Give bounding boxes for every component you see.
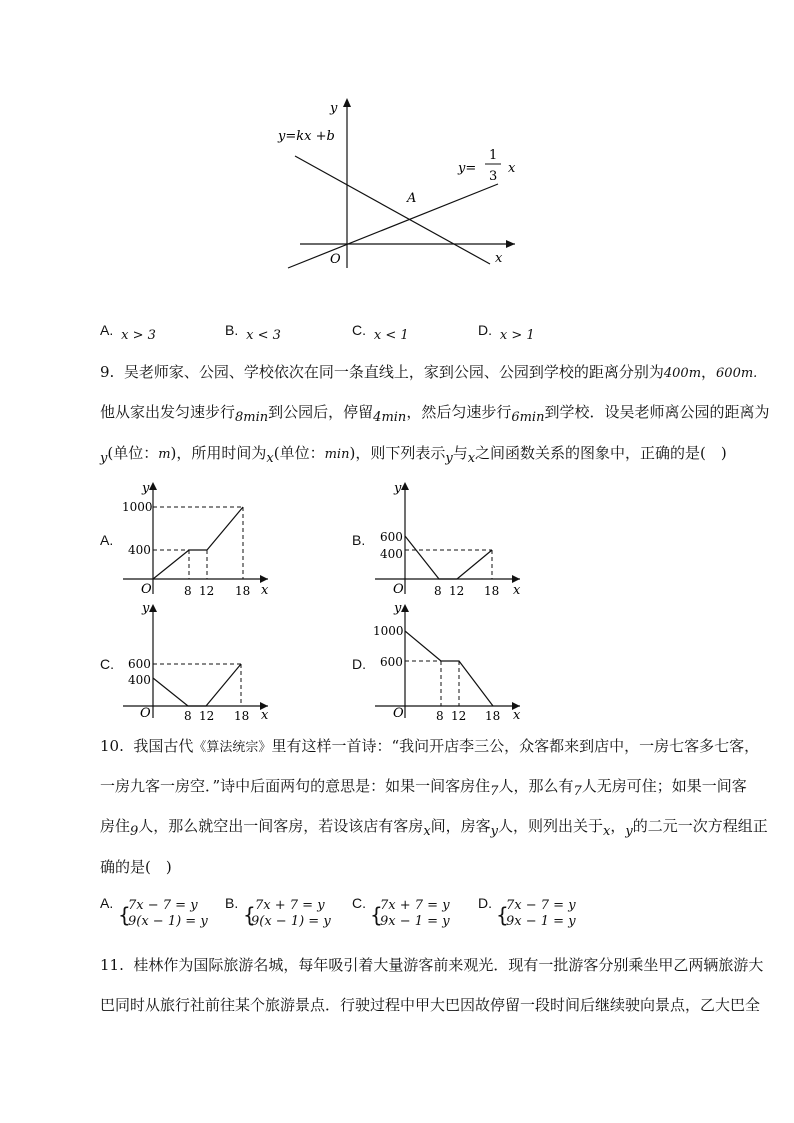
svg-text:600: 600 <box>128 657 151 671</box>
q9-option-b-letter[interactable]: B. <box>352 532 366 548</box>
q8-graph <box>270 90 540 280</box>
q9-b-curve <box>405 536 492 579</box>
svg-text:600: 600 <box>380 530 403 544</box>
q8-line2-num: 1 <box>489 148 498 163</box>
q8-x-label: x <box>495 251 503 266</box>
q8-line2-label-pre: y= <box>458 161 477 176</box>
svg-text:y: y <box>394 601 402 616</box>
q9-option-a-letter[interactable]: A. <box>100 532 114 548</box>
q8-line2-den: 3 <box>489 169 498 184</box>
q8-point-a: A <box>407 191 417 206</box>
svg-text:12: 12 <box>451 709 467 723</box>
q9-option-c-letter[interactable]: C. <box>100 656 114 672</box>
q10-line-1: 10. 我国古代《算法统宗》里有这样一首诗：“我问开店李三公，众客都来到店中，一房七客多七客， <box>100 737 760 755</box>
q9-line-3: y(单位：m)，所用时间为x(单位：min)，则下列表示y与x之间函数关系的图象中，正确的是( ) <box>100 444 727 466</box>
svg-text:400: 400 <box>128 543 151 557</box>
q9-line-1: 9. 吴老师家、公园、学校依次在同一条直线上，家到公园、公园到学校的距离分别为400m，600m. <box>100 363 758 381</box>
svg-text:400: 400 <box>128 673 151 687</box>
svg-text:18: 18 <box>235 584 251 598</box>
svg-text:400: 400 <box>380 547 403 561</box>
q10-line-4: 确的是( ) <box>100 858 172 876</box>
svg-text:y: y <box>142 601 150 616</box>
svg-text:x: x <box>261 708 269 723</box>
q8-x-arrow <box>506 240 515 248</box>
svg-text:x: x <box>261 583 269 598</box>
q8-y-label: y <box>330 101 338 116</box>
q8-option-a[interactable]: A. x > 3 <box>100 322 156 343</box>
q8-line2-var: x <box>508 161 516 176</box>
svg-text:x: x <box>513 583 521 598</box>
svg-text:x: x <box>513 708 521 723</box>
svg-text:8: 8 <box>184 709 192 723</box>
q9-graph-d[interactable] <box>370 598 530 723</box>
q10-option-a[interactable]: A. { 7x − 7 = y 9(x − 1) = y <box>100 895 208 929</box>
q9-graph-c[interactable] <box>118 598 278 723</box>
q10-option-c[interactable]: C. { 7x + 7 = y 9x − 1 = y <box>352 895 450 929</box>
svg-text:18: 18 <box>484 584 500 598</box>
svg-text:600: 600 <box>380 655 403 669</box>
q8-y-arrow <box>343 98 351 107</box>
svg-text:18: 18 <box>234 709 250 723</box>
q9-a-curve <box>153 507 243 579</box>
q9-graph-a[interactable] <box>118 474 278 599</box>
q8-line1-label: y=kx +b <box>278 129 335 144</box>
q9-line-2: 他从家出发匀速步行8min到公园后，停留4min，然后匀速步行6min到学校．设吴老师离公园的距离为 <box>100 403 770 425</box>
q11-line-2: 巴同时从旅行社前往某个旅游景点．行驶过程中甲大巴因故停留一段时间后继续驶向景点，乙大巴全 <box>100 996 761 1014</box>
svg-text:1000: 1000 <box>373 624 404 638</box>
svg-text:12: 12 <box>199 584 215 598</box>
svg-text:y: y <box>394 481 402 496</box>
q9-c-curve <box>153 664 241 706</box>
svg-text:12: 12 <box>199 709 215 723</box>
q8-option-b[interactable]: B. x < 3 <box>225 322 281 343</box>
svg-text:O: O <box>140 706 151 721</box>
svg-text:12: 12 <box>449 584 465 598</box>
q10-option-d[interactable]: D. { 7x − 7 = y 9x − 1 = y <box>478 895 576 929</box>
svg-text:O: O <box>141 582 152 597</box>
svg-text:y: y <box>142 481 150 496</box>
q10-option-b[interactable]: B. { 7x + 7 = y 9(x − 1) = y <box>225 895 331 929</box>
svg-text:18: 18 <box>485 709 501 723</box>
q9-graph-b[interactable] <box>370 474 530 599</box>
svg-text:8: 8 <box>184 584 192 598</box>
svg-text:8: 8 <box>436 709 444 723</box>
q8-origin-label: O <box>330 252 341 267</box>
q11-line-1: 11. 桂林作为国际旅游名城，每年吸引着大量游客前来观光．现有一批游客分别乘坐甲乙两辆旅游大 <box>100 956 764 974</box>
svg-text:O: O <box>393 582 404 597</box>
q8-option-d[interactable]: D. x > 1 <box>478 322 535 343</box>
q8-line-third-x <box>288 184 498 268</box>
q10-line-3: 房住9人，那么就空出一间客房，若设该店有客房x间，房客y人，则列出关于x，y的二元一次方程组正 <box>100 817 768 839</box>
svg-text:O: O <box>393 706 404 721</box>
q9-d-curve <box>405 631 493 706</box>
svg-text:8: 8 <box>434 584 442 598</box>
q10-line-2: 一房九客一房空．”诗中后面两句的意思是：如果一间客房住7人，那么有7人无房可住；如果一间客 <box>100 777 747 799</box>
q8-option-c[interactable]: C. x < 1 <box>352 322 409 343</box>
q9-option-d-letter[interactable]: D. <box>352 656 366 672</box>
svg-text:1000: 1000 <box>122 500 153 514</box>
